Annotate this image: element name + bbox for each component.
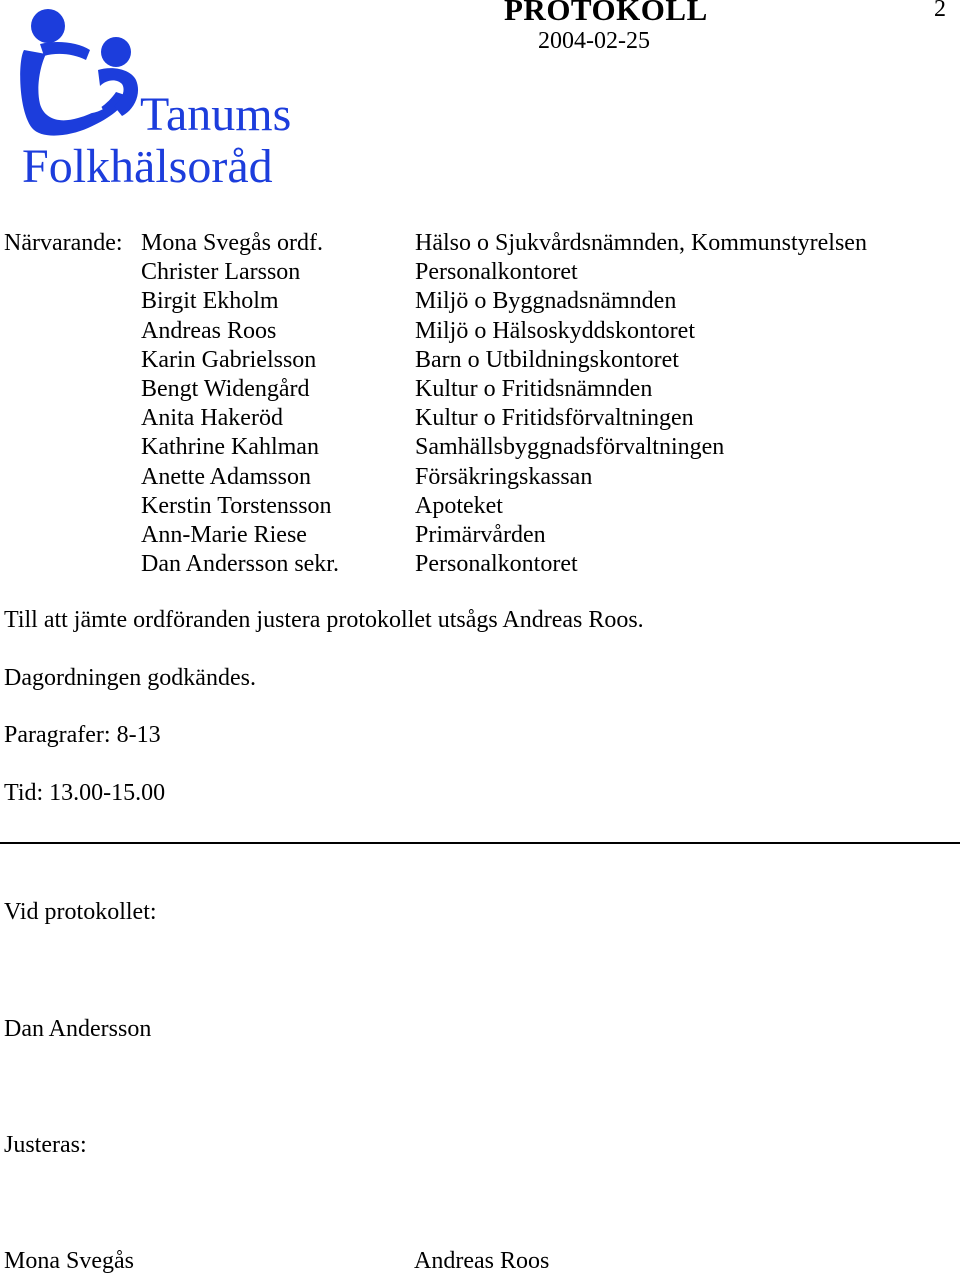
attendance-row [4, 229, 955, 258]
attendee-org: Barn o Utbildningskontoret [415, 346, 679, 373]
attendee-org: Primärvården [415, 521, 546, 548]
attendee-org: Hälso o Sjukvårdsnämnden, Kommunstyrelsen [415, 230, 867, 256]
verified-by-label: Justeras: [4, 1132, 87, 1158]
attendance-row [4, 346, 955, 375]
attendee-org: Försäkringskassan [415, 463, 593, 490]
agenda-paragraph: Dagordningen godkändes. [4, 665, 256, 691]
attendance-row [4, 375, 955, 404]
attendance-row [4, 463, 955, 492]
attendee-org: Miljö o Byggnadsnämnden [415, 288, 677, 315]
tanums-folkhalsorad-logo [10, 0, 340, 190]
attendee-name: Karin Gabrielsson [141, 346, 317, 373]
attendee-org: Miljö o Hälsoskyddskontoret [415, 317, 695, 344]
attendance-row [4, 433, 955, 462]
attendance-row [4, 287, 955, 316]
attendee-name: Christer Larsson [141, 259, 301, 286]
attendance-table [4, 229, 955, 579]
logo-line2: Folkhälsoråd [22, 140, 273, 190]
attendee-name: Bengt Widengård [141, 375, 310, 402]
attendance-row [4, 521, 955, 550]
document-title: PROTOKOLL [504, 0, 708, 27]
attendee-name: Mona Svegås ordf. [141, 230, 323, 256]
recorded-by-label: Vid protokollet: [4, 899, 157, 925]
attendee-name: Birgit Ekholm [141, 288, 279, 315]
family-heart-logo-icon [10, 0, 340, 190]
attendance-row [4, 258, 955, 287]
attendance-row [4, 492, 955, 521]
attendance-row [4, 404, 955, 433]
attendee-name: Dan Andersson sekr. [141, 551, 339, 578]
attendee-name: Kathrine Kahlman [141, 434, 319, 461]
attendee-name: Kerstin Torstensson [141, 492, 332, 519]
horizontal-divider [0, 842, 960, 844]
attendee-name: Andreas Roos [141, 317, 277, 344]
attendance-label: Närvarande: [4, 230, 123, 256]
attendee-org: Apoteket [415, 492, 503, 519]
logo-line1: Tanums [140, 88, 292, 141]
adjuster-paragraph: Till att jämte ordföranden justera protokollet utsågs Andreas Roos. [4, 607, 644, 633]
signer-1-name: Mona Svegås [4, 1248, 134, 1274]
page-number: 2 [934, 0, 946, 22]
attendee-name: Anette Adamsson [141, 463, 311, 490]
paragraphs-paragraph: Paragrafer: 8-13 [4, 722, 161, 748]
signer-2-name: Andreas Roos [414, 1248, 550, 1274]
attendee-org: Kultur o Fritidsförvaltningen [415, 405, 694, 432]
secretary-name: Dan Andersson [4, 1016, 152, 1042]
document-date: 2004-02-25 [538, 28, 650, 54]
attendee-org: Kultur o Fritidsnämnden [415, 375, 653, 402]
attendee-org: Samhällsbyggnadsförvaltningen [415, 434, 725, 461]
attendee-org: Personalkontoret [415, 551, 578, 578]
time-paragraph: Tid: 13.00-15.00 [4, 780, 166, 806]
attendee-name: Ann-Marie Riese [141, 521, 307, 548]
attendee-name: Anita Hakeröd [141, 405, 283, 432]
attendee-org: Personalkontoret [415, 259, 578, 286]
attendance-row [4, 317, 955, 346]
attendance-row [4, 550, 955, 579]
